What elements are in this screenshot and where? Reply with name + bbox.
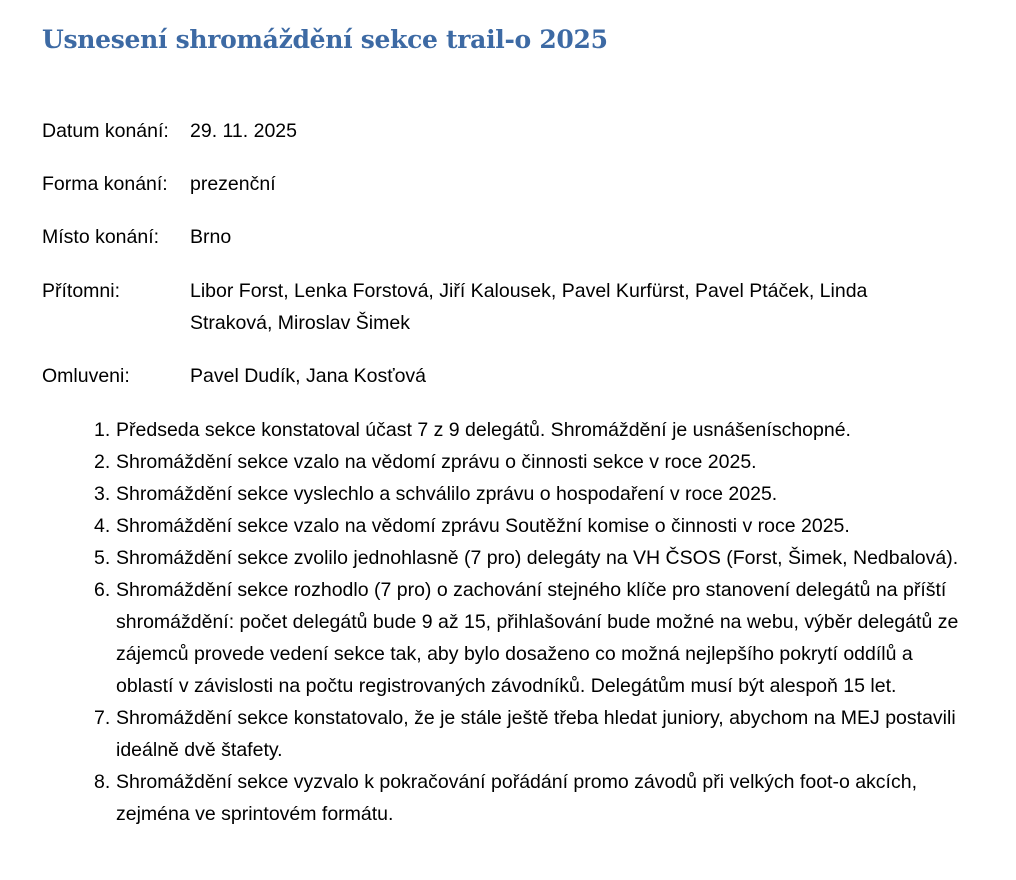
- present-value: Libor Forst, Lenka Forstová, Jiří Kalousek, Pavel Kurfürst, Pavel Ptáček, Linda Straková, Miroslav Šimek: [190, 280, 868, 334]
- item-number: 7.: [94, 707, 111, 729]
- list-item: [42, 478, 982, 510]
- item-text: Předseda sekce konstatoval účast 7 z 9 delegátů. Shromáždění je usnášeníschopné.: [116, 419, 851, 441]
- form-label: Forma konání:: [42, 173, 168, 195]
- item-number: 6.: [94, 579, 111, 601]
- item-text: Shromáždění sekce rozhodlo (7 pro) o zachování stejného klíče pro stanovení delegátů na příští shromáždění: počet delegátů bude 9 až 15, přihlašování bude možné na webu, výběr delegátů ze zájemců provede vedení sekce tak, aby bylo dosaženo co možná nejlepšího pokrytí oddílů a oblastí v závislosti na počtu registrovaných závodníků. Delegátům musí být alespoň 15 let.: [116, 579, 959, 697]
- item-text: Shromáždění sekce vyzvalo k pokračování pořádání promo závodů při velkých foot-o akcích, zejména ve sprintovém formátu.: [116, 771, 917, 825]
- place-label: Místo konání:: [42, 226, 160, 248]
- excused-label: Omluveni:: [42, 365, 130, 387]
- list-item: [42, 542, 982, 574]
- item-text: Shromáždění sekce vzalo na vědomí zprávu o činnosti sekce v roce 2025.: [116, 451, 757, 473]
- item-number: 4.: [94, 515, 111, 537]
- list-item: [42, 414, 982, 446]
- meta-row-present: [42, 275, 950, 339]
- list-item: [42, 574, 982, 702]
- list-item: [42, 702, 982, 766]
- item-text: Shromáždění sekce vyslechlo a schválilo zprávu o hospodaření v roce 2025.: [116, 483, 778, 505]
- list-item: [42, 510, 982, 542]
- item-text: Shromáždění sekce vzalo na vědomí zprávu Soutěžní komise o činnosti v roce 2025.: [116, 515, 850, 537]
- item-number: 5.: [94, 547, 111, 569]
- item-number: 3.: [94, 483, 111, 505]
- item-number: 1.: [94, 419, 111, 441]
- date-value: 29. 11. 2025: [190, 120, 297, 142]
- item-number: 8.: [94, 771, 111, 793]
- list-item: [42, 446, 982, 478]
- document-title: Usnesení shromáždění sekce trail-o 2025: [42, 25, 608, 54]
- resolutions-list: [42, 414, 982, 830]
- meta-row-excused: [42, 360, 950, 392]
- excused-value: Pavel Dudík, Jana Kosťová: [190, 365, 427, 387]
- item-text: Shromáždění sekce zvolilo jednohlasně (7 pro) delegáty na VH ČSOS (Forst, Šimek, Nedbalová).: [116, 547, 959, 569]
- item-text: Shromáždění sekce konstatovalo, že je stále ještě třeba hledat juniory, abychom na MEJ postavili ideálně dvě štafety.: [116, 707, 956, 761]
- form-value: prezenční: [190, 173, 276, 195]
- meta-row-form: [42, 168, 950, 200]
- present-label: Přítomni:: [42, 280, 121, 302]
- meta-row-date: [42, 115, 950, 147]
- item-number: 2.: [94, 451, 111, 473]
- place-value: Brno: [190, 226, 232, 248]
- date-label: Datum konání:: [42, 120, 169, 142]
- meta-row-place: [42, 221, 950, 253]
- list-item: [42, 766, 982, 830]
